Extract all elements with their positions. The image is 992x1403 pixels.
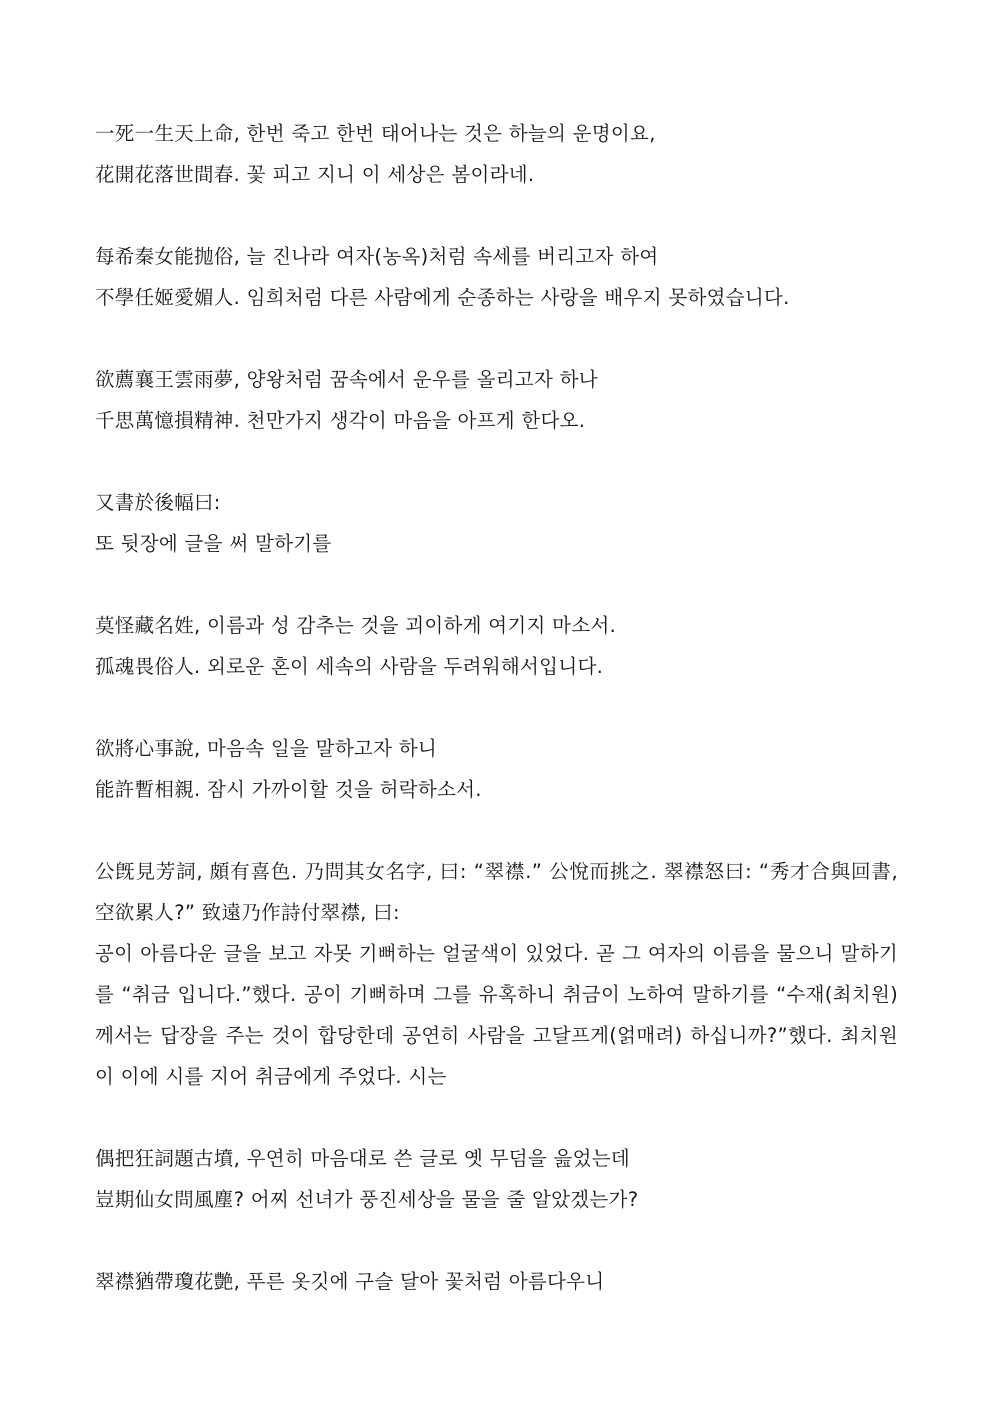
- poem-line: 不學任姬愛媚人. 임희처럼 다른 사람에게 순종하는 사랑을 배우지 못하였습니다.: [95, 286, 790, 309]
- poem-line: 千思萬憶損精神. 천만가지 생각이 마음을 아프게 한다오.: [95, 409, 586, 432]
- stanza-spacer: [95, 195, 905, 236]
- stanza-spacer: [95, 1220, 905, 1261]
- poem-stanza-4: [95, 605, 905, 687]
- poem-line: 一死一生天上命, 한번 죽고 한번 태어나는 것은 하늘의 운명이요,: [95, 122, 656, 145]
- narration-line: 또 뒷장에 글을 써 말하기를: [95, 532, 332, 555]
- poem-stanza-7: [95, 1261, 905, 1302]
- poem-line: 豈期仙女問風塵? 어찌 선녀가 풍진세상을 물을 줄 알았겠는가?: [95, 1188, 639, 1211]
- prose-block: [95, 851, 905, 1097]
- narration-block: [95, 482, 905, 564]
- poem-stanza-6: [95, 1138, 905, 1220]
- poem-line: 翠襟猶帶瓊花艶, 푸른 옷깃에 구슬 달아 꽃처럼 아름다우니: [95, 1270, 605, 1293]
- korean-translation-paragraph: 공이 아름다운 글을 보고 자못 기뻐하는 얼굴색이 있었다. 곧 그 여자의 이름을 물으니 말하기를 “취금 입니다.”했다. 공이 기뻐하며 그를 유혹하니 취금이 노하여 말하기를 “수재(최치원)께서는 답장을 주는 것이 합당한데 공연히 사람을 고달프게(얽매려) 하십니까?”했다. 최치원이 이에 시를 지어 취금에게 주었다. 시는: [95, 942, 898, 1088]
- poem-line: 莫怪藏名姓, 이름과 성 감추는 것을 괴이하게 여기지 마소서.: [95, 614, 617, 637]
- poem-line: 欲薦襄王雲雨夢, 양왕처럼 꿈속에서 운우를 올리고자 하나: [95, 368, 598, 391]
- poem-line: 孤魂畏俗人. 외로운 혼이 세속의 사람을 두려워해서입니다.: [95, 655, 604, 678]
- poem-stanza-1: [95, 113, 905, 195]
- stanza-spacer: [95, 441, 905, 482]
- classical-chinese-paragraph: 公旣見芳詞, 頗有喜色. 乃問其女名字, 曰: “翠襟.” 公悅而挑之. 翠襟怒曰: “秀才合與回書, 空欲累人?” 致遠乃作詩付翠襟, 曰:: [95, 860, 898, 924]
- poem-stanza-3: [95, 359, 905, 441]
- stanza-spacer: [95, 1097, 905, 1138]
- stanza-spacer: [95, 687, 905, 728]
- stanza-spacer: [95, 810, 905, 851]
- poem-line: 偶把狂詞題古墳, 우연히 마음대로 쓴 글로 옛 무덤을 읊었는데: [95, 1147, 631, 1170]
- poem-stanza-2: [95, 236, 905, 318]
- poem-line: 欲將心事說, 마음속 일을 말하고자 하니: [95, 737, 437, 760]
- document-page: [95, 113, 905, 1302]
- narration-line: 又書於後幅曰:: [95, 491, 221, 514]
- poem-line: 花開花落世間春. 꽃 피고 지니 이 세상은 봄이라네.: [95, 163, 535, 186]
- poem-line: 能許暫相親. 잠시 가까이할 것을 허락하소서.: [95, 778, 482, 801]
- stanza-spacer: [95, 564, 905, 605]
- stanza-spacer: [95, 318, 905, 359]
- poem-stanza-5: [95, 728, 905, 810]
- poem-line: 每希秦女能抛俗, 늘 진나라 여자(농옥)처럼 속세를 버리고자 하여: [95, 245, 659, 268]
